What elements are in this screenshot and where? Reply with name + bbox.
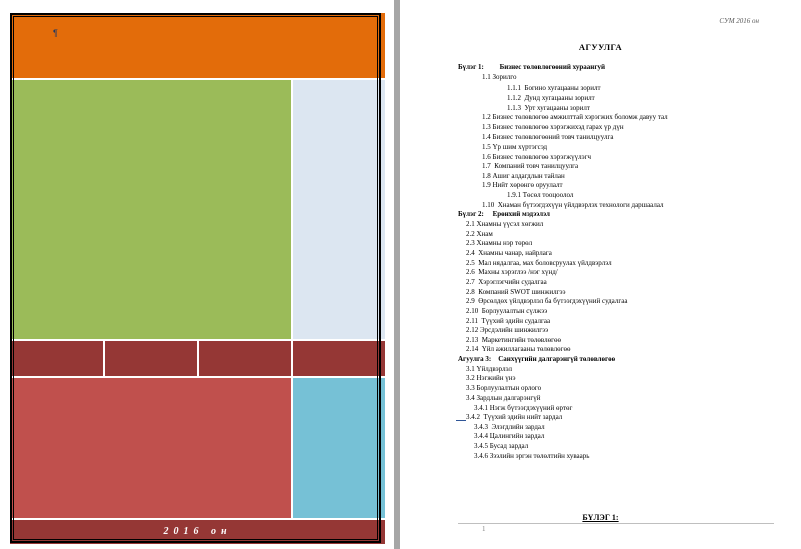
toc-entry[interactable]: 2.9 Өрсөлдөх үйлдвэрлэл ба бүтээгдэхүүний судалгаа <box>466 297 628 305</box>
toc-entry[interactable]: 2.11 Түүхий эдийн судалгаа <box>466 317 551 325</box>
toc-entry[interactable]: 2.14 Үйл ажиллагааны төлөвлөгөө <box>466 345 571 353</box>
toc-entry[interactable]: 2.3 Хнамны нэр төрөл <box>466 239 533 247</box>
toc-entry[interactable]: 3.4.6 Зээлийн эргэн төлөлтийн хуваарь <box>474 452 590 460</box>
next-chapter-heading: БҮЛЭГ 1: <box>582 513 619 522</box>
toc-entry[interactable]: 1.9.1 Төсөл тооцоолол <box>507 191 574 199</box>
toc-entry[interactable]: 1.1.2 Дунд хугацааны зорилт <box>507 94 595 102</box>
toc-entry[interactable]: 3.4.4 Цалингийн зардал <box>474 432 545 440</box>
toc-entry[interactable]: 3.3 Борлуулалтын орлого <box>466 384 542 392</box>
toc-entry[interactable]: 2.2 Хнам <box>466 230 493 238</box>
toc-entry[interactable]: 3.4.1 Нэгж бүтээгдэхүүний өртөг <box>474 404 573 412</box>
toc-entry[interactable]: 2.7 Хэрэглэгчийн судалгаа <box>466 278 547 286</box>
toc-entry[interactable]: 2.1 Хнамны үүсэл хөгжил <box>466 220 544 228</box>
cover-year-label: 2016 он <box>163 526 232 537</box>
footer-divider <box>458 523 774 524</box>
toc-entry[interactable]: 1.9 Нийт хөрөнгө оруулалт <box>482 181 563 189</box>
toc-entry[interactable]: 3.4 Зардлын далгарэнгүй <box>466 394 541 402</box>
toc-entry[interactable]: 3.2 Нэгжийн үнэ <box>466 374 516 382</box>
toc-entry[interactable]: 1.5 Үр шим хүртэгсэд <box>482 143 548 151</box>
toc-entry[interactable]: 1.1.1 Богино хугацааны зорилт <box>507 84 601 92</box>
toc-entry-chapter[interactable]: Бүлэг 2: Ерөнхий мэдээлэл <box>458 210 550 218</box>
toc-entry[interactable]: 1.8 Ашиг алдагдлын тайлан <box>482 172 565 180</box>
page-header: СУМ 2016 он <box>719 17 759 25</box>
toc-entry-chapter[interactable]: Агуулга 3: Санхүүгийн далгарэнгүй төлөвлөгөө <box>458 355 616 363</box>
toc-entry[interactable]: 3.1 Үйлдвэрлэл <box>466 365 512 373</box>
toc-entry[interactable]: 1.2 Бизнес төлөвлөгөө амжилттай хэрэгжих боломж давуу тал <box>482 113 668 121</box>
toc-entry[interactable]: 2.12 Эрсдэлийн шинжилгээ <box>466 326 549 334</box>
toc-entry[interactable]: 2.8 Компаний SWOT шинжилгээ <box>466 288 566 296</box>
toc-entry[interactable]: 3.4.2 Түүхий эдийн нийт зардал <box>466 413 563 421</box>
toc-entry[interactable]: 3.4.5 Бусад зардал <box>474 442 529 450</box>
toc-entry[interactable]: 1.7 Компаний товч танилцуулга <box>482 162 579 170</box>
toc-entry[interactable]: 1.10 Хнаман бүтээгдэхүүн үйлдвэрлэх технологи даршаалал <box>482 201 664 209</box>
toc-entry-chapter[interactable]: Бүлэг 1: Бизнес төлөвлөгөөний хураангуй <box>458 63 606 71</box>
toc-entry[interactable]: 1.1.3 Урт хугацааны зорилт <box>507 104 590 112</box>
cover-page-border-inner <box>13 16 378 540</box>
cover-page <box>0 0 394 549</box>
toc-entry[interactable]: 2.6 Махны хэрэглээ /нэг хүнд/ <box>466 268 558 276</box>
paragraph-mark-icon: ¶ <box>53 28 58 38</box>
toc-entry[interactable]: 3.4.3 Элэгдлийн зардал <box>474 423 545 431</box>
toc-entry[interactable]: 2.5 Мал нядалгаа, мах боловсруулах үйлдвэрлэл <box>466 259 612 267</box>
toc-entry[interactable]: 2.13 Маркетингийн төлөвлөгөө <box>466 336 561 344</box>
text-cursor <box>456 420 466 421</box>
toc-entry[interactable]: 1.3 Бизнес төлөвлөгөө хэрэгжихэд гарах үр дүн <box>482 123 624 131</box>
toc-entry[interactable]: 2.10 Борлуулалтын сүлжээ <box>466 307 548 315</box>
toc-page <box>400 0 801 549</box>
toc-entry[interactable]: 2.4 Хнамны чанар, найрлага <box>466 249 552 257</box>
toc-entry[interactable]: 1.1 Зорилго <box>482 73 517 81</box>
page-number: 1 <box>482 525 486 533</box>
toc-entry[interactable]: 1.4 Бизнес төлөвлөгөөний товч танилцуулга <box>482 133 614 141</box>
toc-entry[interactable]: 1.6 Бизнес төлөвлөгөө хэрэгжүүлэгч <box>482 153 591 161</box>
toc-title: АГУУЛГА <box>578 42 623 52</box>
